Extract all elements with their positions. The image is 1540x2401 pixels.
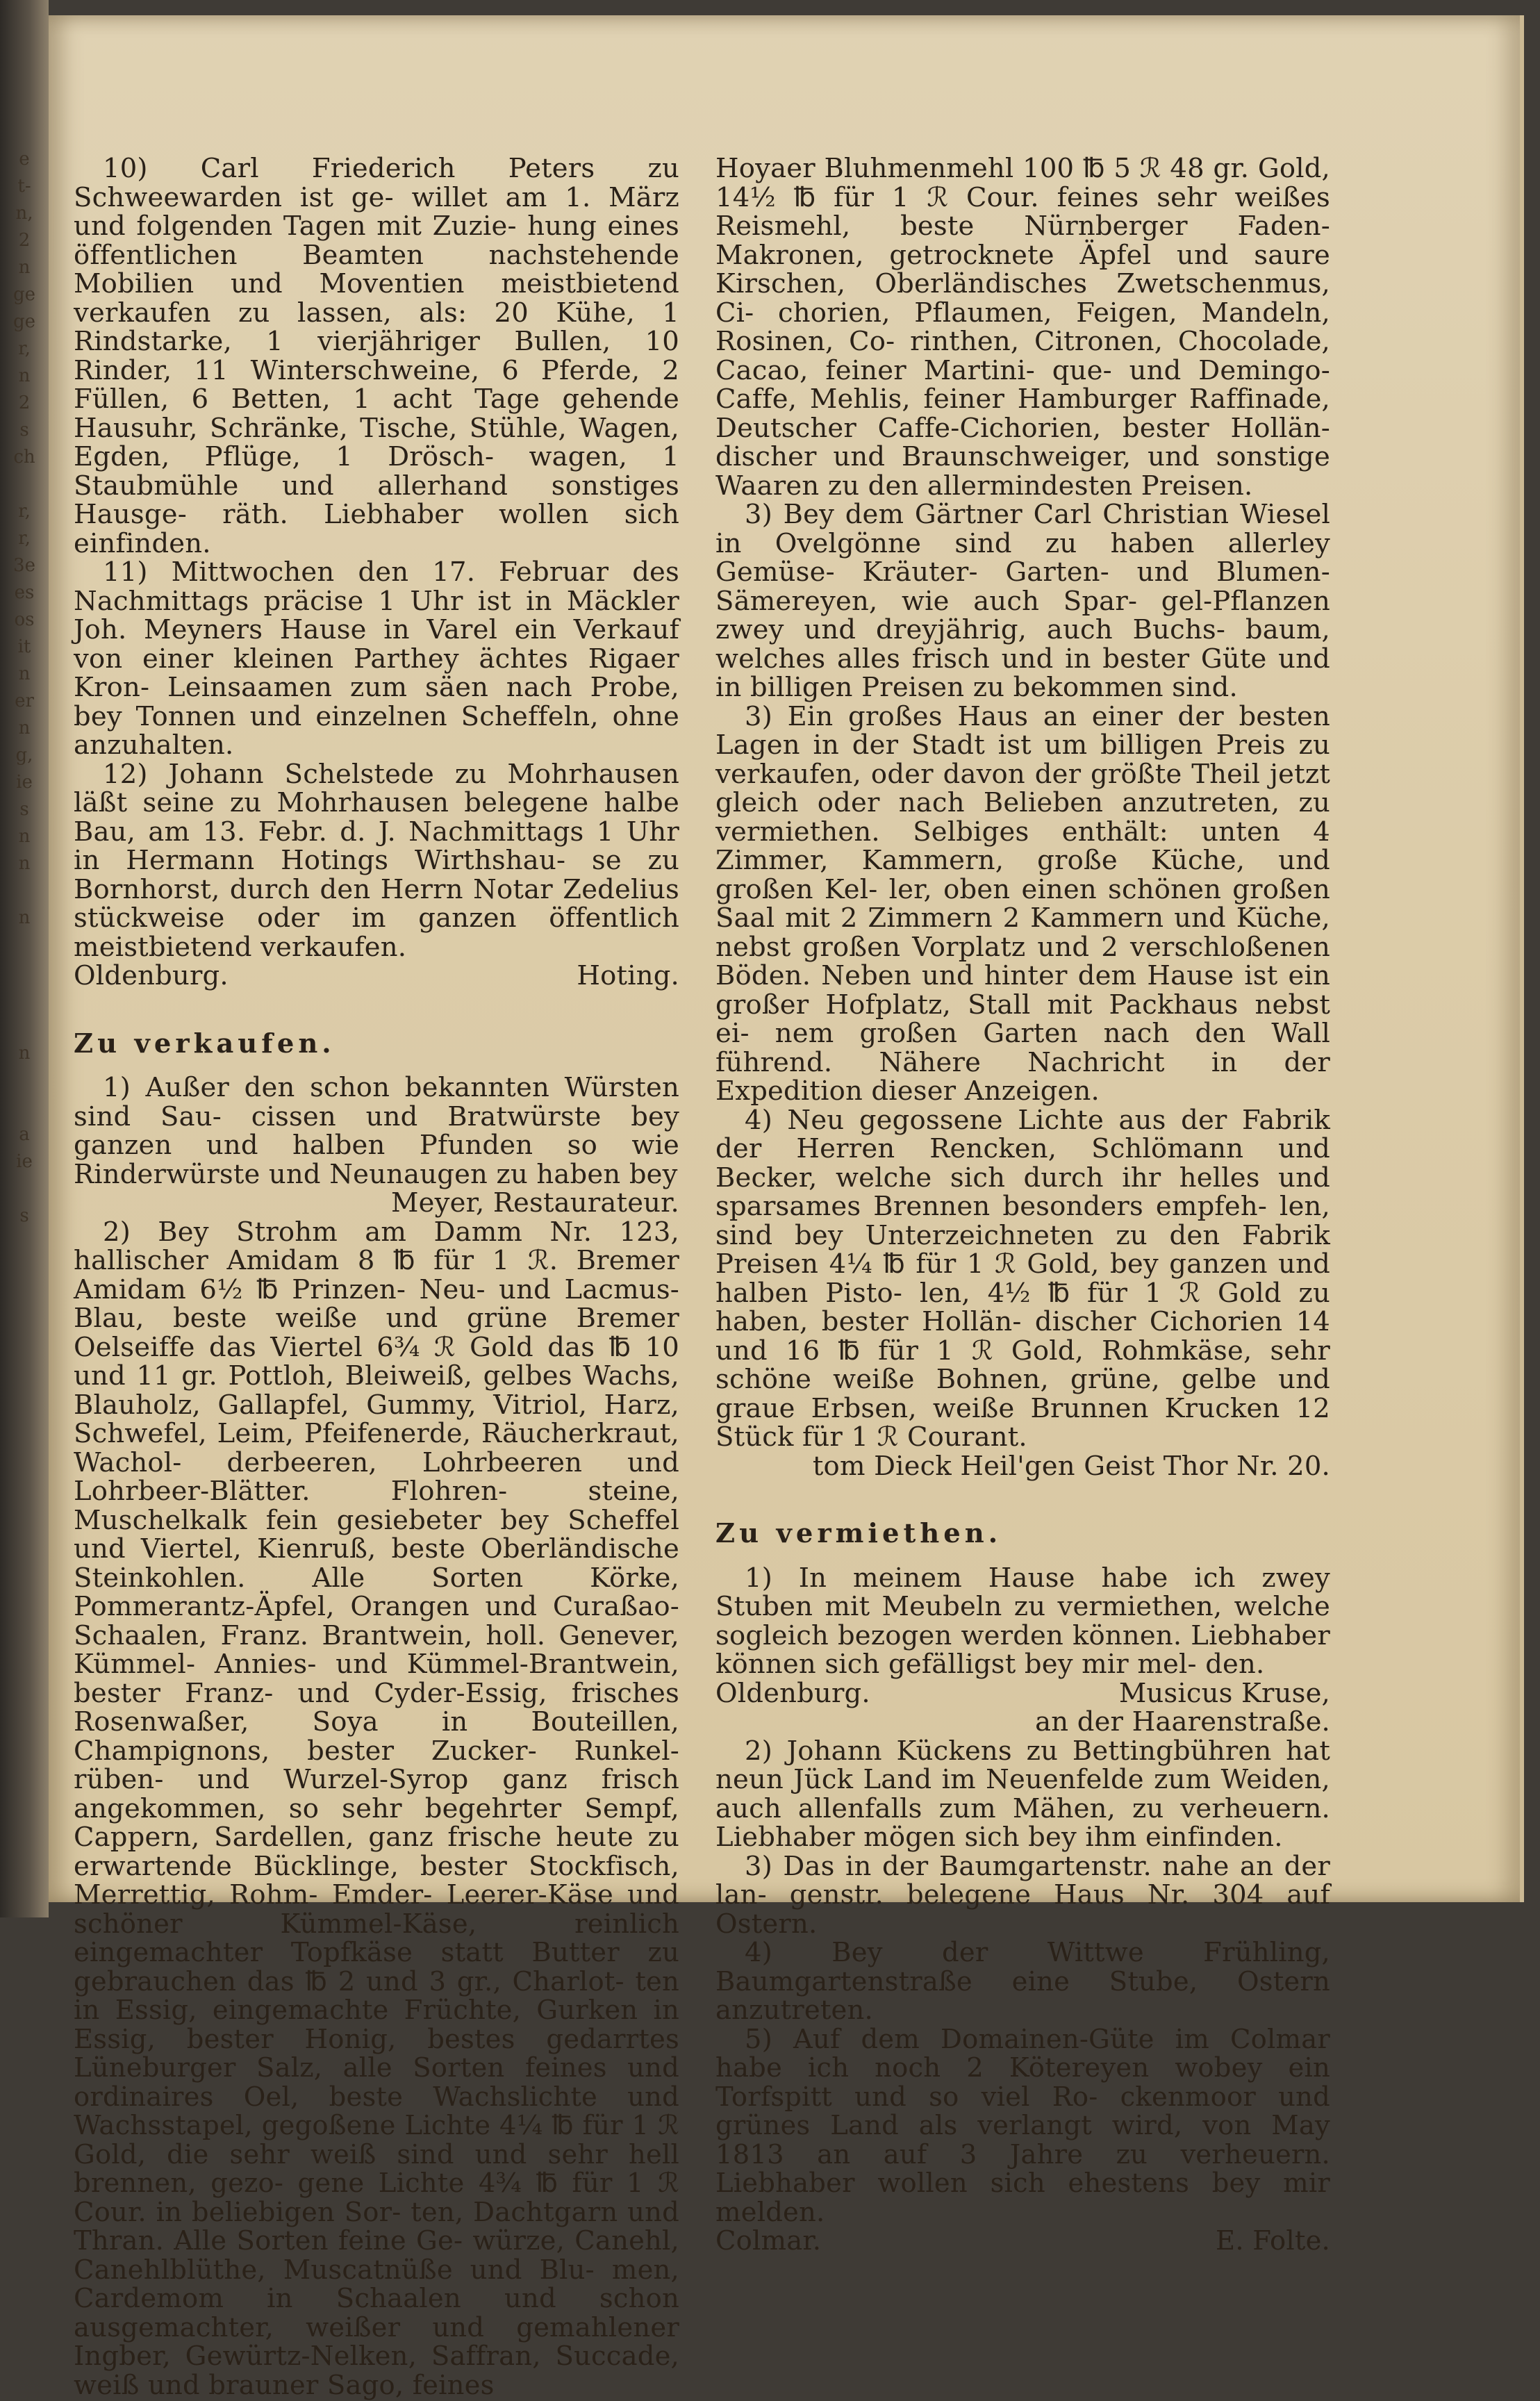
ad-12-signature: Hoting.	[577, 960, 679, 991]
gutter-fragment	[4, 1013, 44, 1040]
gutter-fragment: n	[18, 365, 31, 386]
sale-3b: 3) Ein großes Haus an einer der besten Lagen in der Stadt ist um billigen Preis zu verkaufen, oder davon der größte Theil jetzt gleich oder nach Belieben anzutreten, zu vermiethen. Selbiges enthält: unten 4 Zimmer, Kammern, große Küche, und großen Kel- ler, oben einen schönen großen Saal mit 2 Zimmern 2 Kammern und Küche, nebst großen Vorplatz und 2 verschloßenen Böden. Neben und hinter dem Hause ist ein großer Hofplatz, Stall mit Packhaus nebst ei- nem großen Garten nach den Wall führend. Nähere Nachricht in der Expedition dieser Anzeigen.	[715, 700, 1330, 1107]
rent-1-signature: Musicus Kruse,	[1118, 1677, 1330, 1709]
sale-4-signature: tom Dieck Heil'gen Geist Thor Nr. 20.	[812, 1450, 1330, 1482]
gutter-fragment: ge	[13, 284, 36, 305]
gutter-fragment: n	[18, 853, 31, 874]
right-column	[715, 154, 1330, 2256]
heading-zu-verkaufen: Zu verkaufen.	[74, 1028, 336, 1059]
gutter-fragment	[4, 1175, 44, 1203]
gutter-fragment: s	[19, 420, 29, 440]
gutter-fragment: 3e	[13, 555, 35, 576]
gutter-fragment: s	[19, 1205, 29, 1226]
left-column	[74, 154, 679, 2400]
gutter-fragment	[4, 877, 44, 905]
gutter-fragment	[4, 1067, 44, 1094]
gutter-fragment: g,	[15, 745, 33, 766]
rent-1-signature-row	[715, 1679, 1330, 1708]
sale-3a: 3) Bey dem Gärtner Carl Christian Wiesel in Ovelgönne sind zu haben allerley Gemüse- Kräuter- Garten- und Blumen-Sämereyen, wie auch Spar- gel-Pflanzen zwey und dreyjährig, auch Buchs- baum, welches alles frisch und in bester Güte und in billigen Preisen zu bekommen sind.	[715, 499, 1330, 703]
gutter-fragment	[4, 959, 44, 986]
gutter-fragment: n	[18, 663, 31, 684]
gutter-fragment: n	[18, 907, 31, 928]
gutter-fragment: ch	[13, 447, 35, 468]
gutter-fragment: n	[18, 718, 31, 739]
gutter-fragment: n	[18, 257, 31, 278]
gutter-fragment: it	[17, 636, 31, 657]
gutter-fragment: t-	[17, 176, 31, 197]
gutter-fragment: s	[19, 799, 29, 820]
rent-5-place: Colmar.	[715, 2225, 822, 2256]
rent-5: 5) Auf dem Domainen-Güte im Colmar habe ich noch 2 Kötereyen wobey ein Torfspitt und so viel Ro- ckenmoor und grünes Land als verlangt wird, von May 1813 an auf 3 Jahre zu verheuern. Liebhaber wollen sich ehestens bey mir melden.	[715, 2023, 1330, 2228]
gutter-fragment: r,	[18, 528, 31, 549]
newspaper-page	[49, 15, 1524, 2401]
ad-11: 11) Mittwochen den 17. Februar des Nachmittags präcise 1 Uhr ist in Mäckler Joh. Meyners Hause in Varel ein Verkauf von einer kleinen Parthey ächtes Rigaer Kron- Leinsaamen zum säen nach Probe, bey Tonnen und einzelnen Scheffeln, ohne anzuhalten.	[74, 556, 679, 761]
rent-5-signature: E. Folte.	[1216, 2225, 1330, 2256]
rent-4: 4) Bey der Wittwe Frühling, Baumgartenstraße eine Stube, Ostern anzutreten.	[715, 1937, 1330, 2026]
sale-4: 4) Neu gegossene Lichte aus der Fabrik der Herren Rencken, Schlömann und Becker, welche sich durch ihr helles und sparsames Brennen besonders empfeh- len, sind bey Unterzeichneten zu den Fabrik Preisen 4¼ ℔ für 1 ℛ Gold, bey ganzen und halben Pisto- len, 4½ ℔ für 1 ℛ Gold zu haben, bester Hollän- discher Cichorien 14 und 16 ℔ für 1 ℛ Gold, Rohmkäse, sehr schöne weiße Bohnen, grüne, gelbe und graue Erbsen, weiße Brunnen Krucken 12 Stück für 1 ℛ Courant.	[715, 1104, 1330, 1453]
rent-5-signature-row	[715, 2227, 1330, 2256]
sale-2: 2) Bey Strohm am Damm Nr. 123, hallischer Amidam 8 ℔ für 1 ℛ. Bremer Amidam 6½ ℔ Prinzen- Neu- und Lacmus-Blau, beste weiße und grüne Bremer Oelseiffe das Viertel 6¾ ℛ Gold das ℔ 10 und 11 gr. Pottloh, Bleiweiß, gelbes Wachs, Blauholz, Gallapfel, Gummy, Vitriol, Harz, Schwefel, Leim, Pfeifenerde, Räucherkraut, Wachol- derbeeren, Lohrbeeren und Lohrbeer-Blätter. Flohren- steine, Muschelkalk fein gesiebeter bey Scheffel und Viertel, Kienruß, beste Oberländische Steinkohlen. Alle Sorten Körke, Pommerantz-Äpfel, Orangen und Curaßao-Schaalen, Franz. Brantwein, holl. Genever, Kümmel- Annies- und Kümmel-Brantwein, bester Franz- und Cyder-Essig, frisches Rosenwaßer, Soya in Bouteillen, Champignons, bester Zucker- Runkel- rüben- und Wurzel-Syrop ganz frisch angekommen, so sehr begehrter Sempf, Cappern, Sardellen, ganz frische heute zu erwartende Bücklinge, bester Stockfisch, Merrettig, Rohm- Emder- Leerer-Käse und schöner Kümmel-Käse, reinlich eingemachter Topfkäse statt Butter zu gebrauchen das ℔ 2 und 3 gr., Charlot- ten in Essig, eingemachte Früchte, Gurken in Essig, bester Honig, bestes gedarrtes Lüneburger Salz, alle Sorten feines und ordinaires Oel, beste Wachslichte und Wachsstapel, gegoßene Lichte 4¼ ℔ für 1 ℛ Gold, die sehr weiß sind und sehr hell brennen, gezo- gene Lichte 4¾ ℔ für 1 ℛ Cour. in beliebigen Sor- ten, Dachtgarn und Thran. Alle Sorten feine Ge- würze, Canehl, Canehlblüthe, Muscatnüße und Blu- men, Cardemom in Schaalen und schon ausgemachter, weißer und gemahlener Ingber, Gewürtz-Nelken, Saffran, Succade, weiß und brauner Sago, feines	[74, 1216, 679, 2401]
gutter-fragment: a	[19, 1124, 30, 1145]
gutter-fragment: es	[14, 582, 35, 603]
gutter-fragment: ge	[13, 311, 36, 332]
adjacent-page-gutter	[0, 0, 49, 1917]
gutter-fragment: n	[18, 1043, 31, 1064]
rent-1-place: Oldenburg.	[715, 1677, 870, 1709]
rent-1: 1) In meinem Hause habe ich zwey Stuben mit Meubeln zu vermiethen, welche sogleich bezogen werden können. Liebhaber können sich gefälligst bey mir mel- den.	[715, 1562, 1330, 1680]
gutter-fragment: er	[15, 691, 34, 711]
gutter-fragment	[4, 932, 44, 959]
heading-zu-vermiethen: Zu vermiethen.	[715, 1518, 1002, 1549]
ad-12: 12) Johann Schelstede zu Mohrhausen läßt seine zu Mohrhausen belegene halbe Bau, am 13. Febr. d. J. Nachmittags 1 Uhr in Hermann Hotings Wirthshau- se zu Bornhorst, durch den Herrn Notar Zedelius stückweise oder im ganzen öffentlich meistbietend verkaufen.	[74, 758, 679, 963]
gutter-fragment: 2	[18, 230, 31, 251]
gutter-fragment: ie	[16, 1151, 33, 1172]
sale-1-signature: Meyer, Restaurateur.	[391, 1187, 679, 1219]
ad-12-signature-row	[74, 962, 679, 991]
rent-1-address: an der Haarenstraße.	[1035, 1706, 1330, 1738]
ad-10: 10) Carl Friederich Peters zu Schweewarden ist ge- willet am 1. März und folgenden Tagen mit Zuzie- hung eines öffentlichen Beamten nachstehende Mobilien und Moventien meistbietend verkaufen zu lassen, als: 20 Kühe, 1 Rindstarke, 1 vierjähriger Bullen, 10 Rinder, 11 Winterschweine, 6 Pferde, 2 Füllen, 6 Betten, 1 acht Tage gehende Hausuhr, Schränke, Tische, Stühle, Wagen, Egden, Pflüge, 1 Drösch- wagen, 1 Staubmühle und allerhand sonstiges Hausge- räth. Liebhaber wollen sich einfinden.	[74, 153, 679, 559]
gutter-fragment: 2	[18, 393, 31, 413]
gutter-fragment	[4, 986, 44, 1013]
ad-12-place: Oldenburg.	[74, 960, 229, 991]
gutter-fragment: n,	[15, 203, 33, 224]
gutter-fragment	[4, 471, 44, 498]
gutter-fragment: n	[18, 826, 31, 847]
rent-3: 3) Das in der Baumgartenstr. nahe an der lan- genstr. belegene Haus Nr. 304 auf Ostern.	[715, 1850, 1330, 1940]
sale-2-continued: Hoyaer Bluhmenmehl 100 ℔ 5 ℛ 48 gr. Gold, 14½ ℔ für 1 ℛ Cour. feines sehr weißes Reismehl, beste Nürnberger Faden-Makronen, getrocknete Äpfel und saure Kirschen, Oberländisches Zwetschenmus, Ci- chorien, Pflaumen, Feigen, Mandeln, Rosinen, Co- rinthen, Citronen, Chocolade, Cacao, feiner Martini- que- und Demingo-Caffe, Mehlis, feiner Hamburger Raffinade, Deutscher Caffe-Cichorien, bester Hollän- discher und Braunschweiger, und sonstige Waaren zu den allermindesten Preisen.	[715, 153, 1330, 502]
gutter-fragment: e	[19, 149, 30, 170]
sale-1: 1) Außer den schon bekannten Würsten sind Sau- cissen und Bratwürste bey ganzen und halben Pfunden so wie Rinderwürste und Neunaugen zu haben bey	[74, 1072, 679, 1190]
gutter-fragment: ie	[16, 772, 33, 793]
gutter-fragment	[4, 1094, 44, 1121]
gutter-fragment: r,	[18, 501, 31, 522]
rent-2: 2) Johann Kückens zu Bettingbühren hat neun Jück Land im Neuenfelde zum Weiden, auch allenfalls zum Mähen, zu verheuern. Liebhaber mögen sich bey ihm einfinden.	[715, 1735, 1330, 1853]
gutter-margin-fragments	[4, 146, 44, 1230]
gutter-fragment: os	[14, 609, 35, 630]
gutter-fragment: r,	[18, 338, 31, 359]
